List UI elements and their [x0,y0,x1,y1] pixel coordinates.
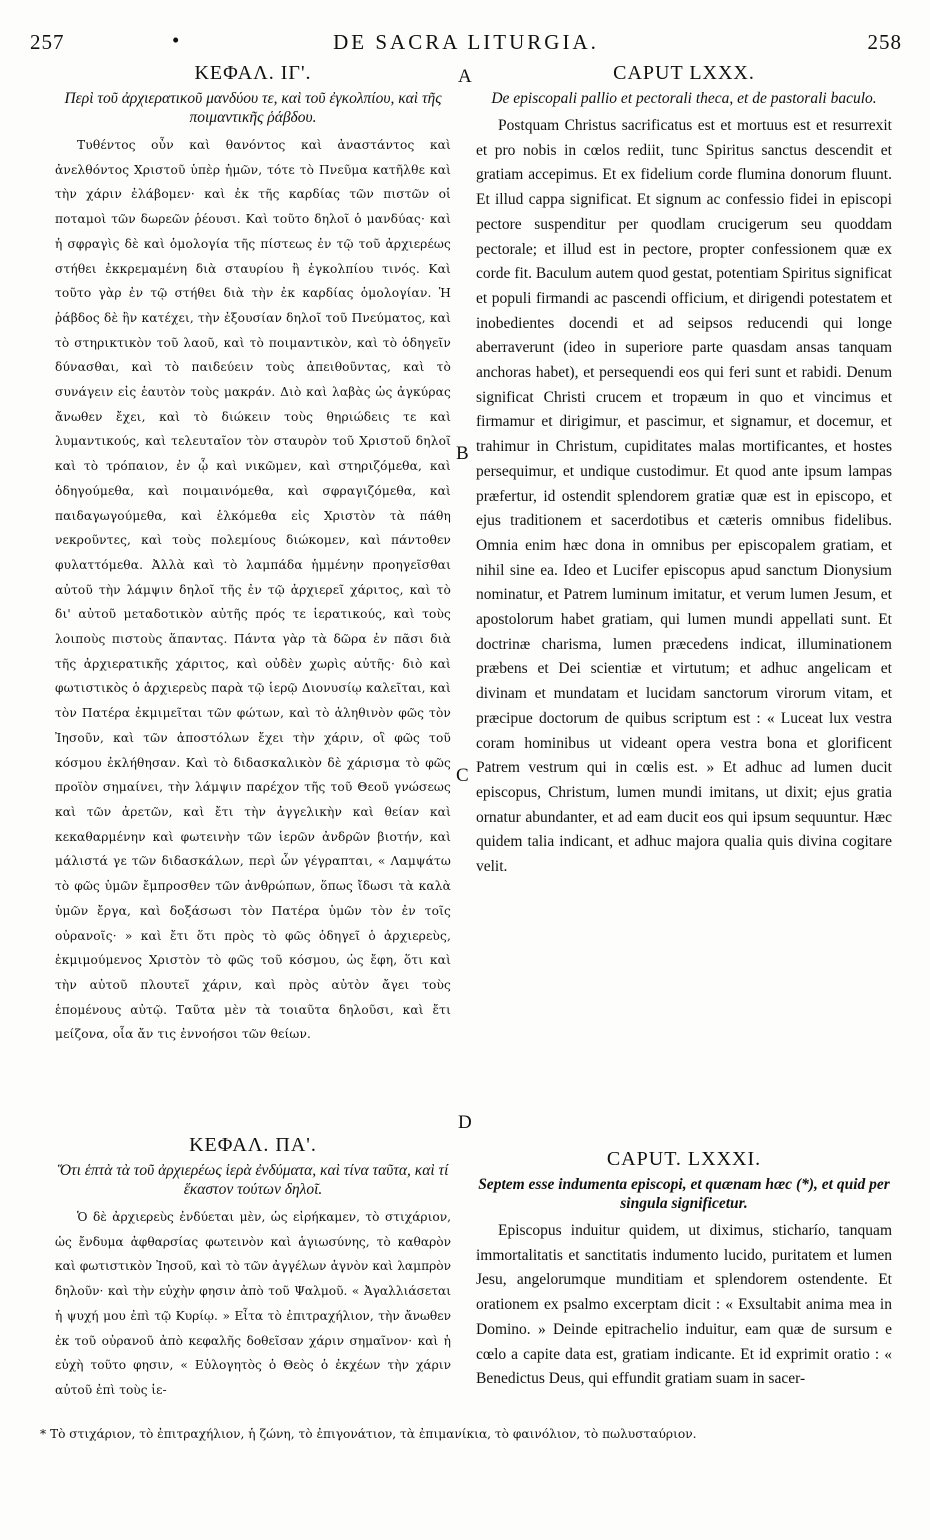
latin-chapter-1-title: CAPUT LXXX. [613,62,755,84]
greek-column-chapter-1 [55,62,451,1047]
latin-column-chapter-1 [476,62,892,880]
greek-chapter-2-title: ΚΕΦΑΛ. ΠΑ'. [189,1134,317,1156]
margin-letter-a: A [458,66,472,87]
running-header [30,30,902,56]
greek-chapter-1-summary: Περὶ τοῦ ἀρχιερατικοῦ μανδύου τε, καὶ τοῦ ἐγκολπίου, καὶ τῆς ποιμαντικῆς ῥάβδου. [64,90,442,126]
margin-letter-c: C [456,765,469,786]
margin-letter-d: D [458,1112,472,1133]
greek-chapter-1-title: ΚΕΦΑΛ. ΙΓ'. [194,62,312,84]
greek-column-chapter-2 [55,1134,451,1403]
running-title: DE SACRA LITURGIA. [333,30,599,54]
latin-chapter-2-text: Episcopus induitur quidem, ut diximus, sticharío, tanquam immortalitatis et sanctitatis indumento lucido, puritatem et lumen Jesu, angelorumque munditiam et splendorem ostendente. Et orationem ex psalmo excerptam dicit : « Exsultabit anima mea in Domino. » Deinde epitrachelio induitur, eam quæ de sursum e cœlo a capite data est, gratiam indicante. Et id exprimit oratio : « Benedictus Deus, qui effundit gratiam suam in sacer- [476,1222,892,1388]
greek-chapter-1-text: Τυθέντος οὖν καὶ θανόντος καὶ ἀναστάντος καὶ ἀνελθόντος Χριστοῦ ὑπὲρ ἡμῶν, τότε τὸ Πνεῦμα κατῆλθε καὶ τὴν χάριν ἐλάβομεν· καὶ ἐκ τῆς καρδίας τῶν πιστῶν οἱ ποταμοὶ τῶν δωρεῶν ῥέουσι. Καὶ τοῦτο δηλοῖ ὁ μανδύας· καὶ ἡ σφραγὶς δὲ καὶ ὁμολογία τῆς πίστεως ἐν τῷ τοῦ ἀρχιερέως στήθει ἐκκρεμαμένη διὰ σταυρίου ἢ ἐγκολπίου τινός. Καὶ τοῦτο γὰρ ἐν τῷ στήθει διὰ τὴν ἐκ καρδίας ὁμολογίαν. Ἡ ῥάβδος δὲ ἣν κατέχει, τὴν ἐξουσίαν δηλοῖ τοῦ Πνεύματος, καὶ τὸ στηρικτικὸν τοῦ λαοῦ, καὶ τὸ ποιμαντικὸν, καὶ τὸ ὁδηγεῖν δύνασθαι, καὶ τὸ παιδεύειν τοὺς ἀπειθοῦντας, καὶ τὸ συνάγειν εἰς ἑαυτὸν τοὺς μακράν. Διὸ καὶ λαβὰς ὡς ἀγκύρας ἄνωθεν ἔχει, καὶ τὸ διώκειν τοὺς θηριώδεις τε καὶ λυμαντικούς, καὶ τελευταῖον τὸν σταυρὸν τοῦ Χριστοῦ δηλοῖ καὶ τὸ τρόπαιον, ἐν ᾧ καὶ νικῶμεν, καὶ στηριζόμεθα, καὶ ὁδηγούμεθα, καὶ ποιμαινόμεθα, καὶ σφραγιζόμεθα, καὶ παιδαγωγούμεθα, καὶ ἑλκόμεθα εἰς Χριστὸν τὰ πάθη νεκροῦντες, καὶ τοὺς πολεμίους διώκομεν, καὶ πάντοθεν φυλαττόμεθα. Ἀλλὰ καὶ τὸ λαμπάδα ἡμμένην προηγεῖσθαι αὐτοῦ τὴν λάμψιν δηλοῖ τῆς ἐν τῷ ἀρχιερεῖ χάριτος, καὶ τὸ δι' αὐτοῦ μεταδοτικὸν αὐτῆς πρός τε ἱερατικούς, καὶ τοὺς λοιποὺς πιστοὺς ἅπαντας. Πάντα γὰρ τὰ δῶρα ἐν πᾶσι διὰ τῆς ἀρχιερατικῆς χάριτος, καὶ οὐδὲν χωρὶς αὐτῆς· διὸ καὶ φωτιστικὸς ὁ ἀρχιερεὺς παρὰ τῷ ἱερῷ Διονυσίῳ καλεῖται, καὶ τὸν Πατέρα ἐκμιμεῖται τῶν φώτων, καὶ τὸ ἀληθινὸν φῶς τὸν Ἰησοῦν, καὶ τῶν ἀποστόλων ἔχει τὴν χάριν, οἳ φῶς τοῦ κόσμου ἐκλήθησαν. Καὶ τὸ διδασκαλικὸν δὲ χάρισμα τὸ φῶς προϊὸν σημαίνει, τὴν λάμψιν παρέχον τῆς τοῦ Θεοῦ γνώσεως καὶ τῶν ἀρετῶν, καὶ ἔτι τὴν ἀγγελικὴν καὶ θείαν καὶ κεκαθαρμένην καὶ φωτεινὴν τῶν ἱερῶν ἀνδρῶν βιοτήν, καὶ μάλιστά γε τῶν διδασκάλων, περὶ ὧν γέγραπται, « Λαμψάτω τὸ φῶς ὑμῶν ἔμπροσθεν τῶν ἀνθρώπων, ὅπως ἴδωσι τὰ καλὰ ὑμῶν ἔργα, καὶ δοξάσωσι τὸν Πατέρα ὑμῶν τὸν ἐν τοῖς οὐρανοῖς· » καὶ ἔτι ὅτι πρὸς τὸ φῶς ὁδηγεῖ ὁ ἀρχιερεὺς, ἐκμιμούμενος Χριστὸν τὸ φῶς τοῦ κόσμου, ὡς ἔφη, ὅτι καὶ τὴν αὐτοῦ πλουτεῖ χάριν, καὶ πρὸς αὐτὸν ἄγει τοὺς ἑπομένους αὐτῷ. Ταῦτα μὲν τὰ τοιαῦτα δηλοῦσι, καὶ ἔτι μείζονα, οἷα ἄν τις ἐννοήσοι τῶν θείων. [55,138,451,1042]
page-number-left: 257 [30,30,65,54]
latin-column-chapter-2 [476,1148,892,1392]
header-bullet: • [172,28,181,52]
latin-chapter-2-summary: Septem esse indumenta episcopi, et quænam hæc (*), et quid per singula significetur. [478,1176,890,1212]
latin-chapter-1-text: Postquam Christus sacrificatus est et mortuus est et resurrexit et pro nobis in cœlos rediit, tunc Spiritus sanctus descendit et gratiam accepimus. Et ex fidelium corde flumina donorum fluunt. Et illud cappa significat. Et signum ac confessio fidei in episcopi pectore suspenditur per quodlam crucigerum seu quoddam pectorale; et illud est in pectore, propter confessionem quæ ex corde fit. Baculum autem quod gestat, potentiam Spiritus significat et populi firmandi ac pascendi officium, et dirigendi potestatem et inobedientes docendi et ad seipsos reducendi qui longe aberraverunt (ideo in superiore parte quasdam ansas tanquam anchoras habet), et persequendi eos qui feri sunt et rabidi. Denum significat Christi crucem et tropæum in quo et vincimus et firmamur et dirigimur, et pascimur, et signamur, et docemur, et trahimur in Christum, cupiditates malas mortificantes, et hostes persequimur, et undique custodimur. Et quod ante ipsum lampas præfertur, id ostendit splendorem gratiæ quæ est in episcopo, et ejus traditionem et sacerdotibus et cæteris omnibus fidelibus. Omnia enim hæc dona in omnibus per episcopalem gratiam, et nihil sine ea. Ideo et Lucifer episcopus apud sanctum Dionysium nominatur, et Patrem luminum imitatur, et verum lumen Jesum, et apostolorum habet gratiam, qui lumen mundi appellati sunt. Et doctrinæ charisma, lumen præcedens indicat, illuminationem præbens et Dei scientiæ et virtutum; et adhuc angelicam et divinam et mundatam et lucidam sanctorum virorum vitam, et præcipue doctorum de quibus scriptum est : « Luceat lux vestra coram hominibus ut videant opera vestra bona et glorificent Patrem vestrum qui in cœlis est. » Et adhuc ad lumen ducit episcopus, Christum, lumen mundi imitans, ut dixit; ejus gratia ornatur abundanter, et ad eam ducit eos qui ipsum sequuntur. Hæc quidem talia indicant, et adhuc majora qualia quis divina cogitare velit. [476,117,892,876]
page-number-right: 258 [867,30,902,54]
margin-letter-b: B [456,443,469,464]
greek-chapter-2-text: Ὁ δὲ ἀρχιερεὺς ἐνδύεται μὲν, ὡς εἰρήκαμεν, τὸ στιχάριον, ὡς ἔνδυμα ἀφθαρσίας φωτεινὸν καὶ ἁγιωσύνης, τὸ καθαρὸν καὶ φωτιστικὸν Ἰησοῦ, καὶ τὸ τῶν ἀγγέλων ἁγνὸν καὶ λαμπρὸν δηλοῦν· καὶ τὴν εὐχὴν φησιν ἀπὸ τοῦ Ψαλμοῦ. « Ἀγαλλιάσεται ἡ ψυχή μου ἐπὶ τῷ Κυρίῳ. » Εἶτα τὸ ἐπιτραχήλιον, τὴν ἄνωθεν ἐκ τοῦ οὐρανοῦ ἀπὸ κεφαλῆς δοθεῖσαν χάριν σημαῖνον· καὶ ἡ εὐχὴ τοῦτο φησιν, « Εὐλογητὸς ὁ Θεὸς ὁ ἐκχέων τὴν χάριν αὐτοῦ ἐπὶ τοὺς ἱε- [55,1210,451,1397]
latin-chapter-1-summary: De episcopali pallio et pectorali theca, et de pastorali baculo. [491,90,877,107]
footnote: * Τὸ στιχάριον, τὸ ἐπιτραχήλιον, ἡ ζώνη, τὸ ἐπιγονάτιον, τὰ ἐπιμανίκια, τὸ φαινόλιον, τὸ πωλυσταύριον. [40,1427,697,1441]
greek-chapter-2-summary: Ὅτι ἑπτὰ τὰ τοῦ ἀρχιερέως ἱερὰ ἐνδύματα, καὶ τίνα ταῦτα, καὶ τί ἕκαστον τούτων δηλοῖ. [57,1162,449,1198]
latin-chapter-2-title: CAPUT. LXXXI. [606,1148,762,1170]
